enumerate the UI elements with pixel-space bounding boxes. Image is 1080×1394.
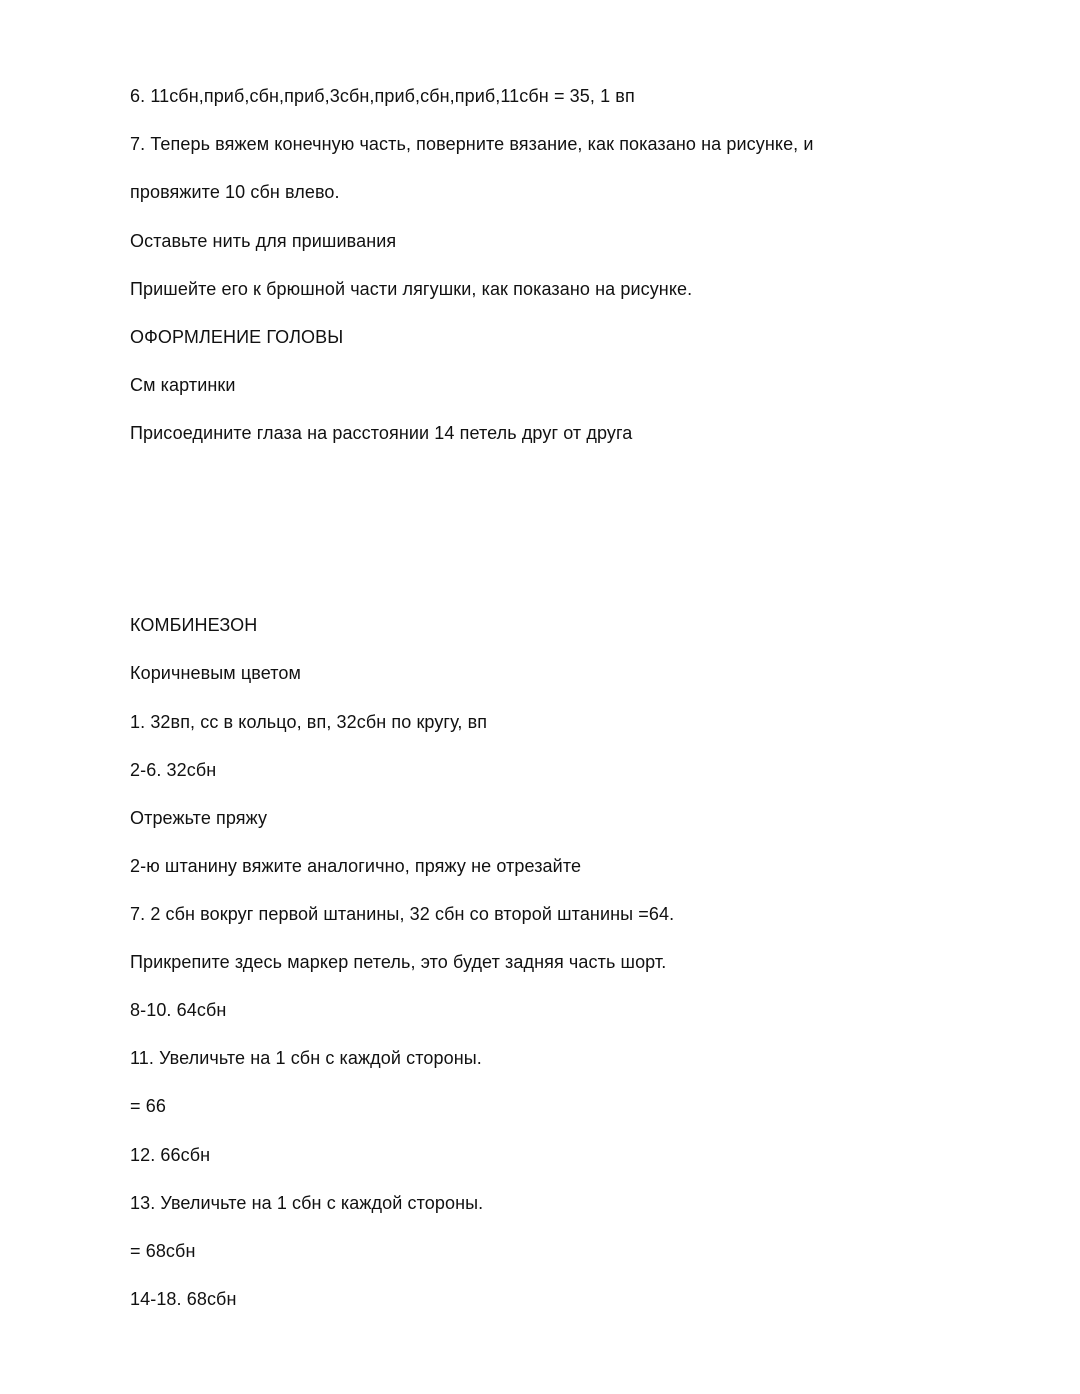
eyes-note-text: Присоедините глаза на расстоянии 14 петель друг от друга (130, 423, 633, 443)
see-pictures-text: См картинки (130, 375, 236, 395)
overalls-row-text: 1. 32вп, сс в кольцо, вп, 32сбн по кругу, вп (130, 712, 488, 732)
leave-thread-text: Оставьте нить для пришивания (130, 231, 397, 251)
row-6-text: 6. 11сбн,приб,сбн,приб,3сбн,приб,сбн,приб,11сбн = 35, 1 вп (130, 86, 635, 106)
overalls-row-text: Отрежьте пряжу (130, 808, 268, 828)
overalls-row-text: 13. Увеличьте на 1 сбн с каждой стороны. (130, 1193, 484, 1213)
overalls-row-text: 12. 66сбн (130, 1145, 211, 1165)
overalls-row-text: = 66 (130, 1096, 166, 1116)
overalls-row-text: 2-ю штанину вяжите аналогично, пряжу не отрезайте (130, 856, 582, 876)
overalls-row-text: 14-18. 68сбн (130, 1289, 237, 1309)
overalls-heading: КОМБИНЕЗОН (130, 615, 258, 635)
overalls-row-text: 7. 2 сбн вокруг первой штанины, 32 сбн со второй штанины =64. (130, 904, 675, 924)
sew-note-text: Пришейте его к брюшной части лягушки, как показано на рисунке. (130, 279, 693, 299)
row-7-text-part2: провяжите 10 сбн влево. (130, 182, 340, 202)
overalls-row-text: Прикрепите здесь маркер петель, это будет задняя часть шорт. (130, 952, 667, 972)
overalls-row-text: 8-10. 64сбн (130, 1000, 227, 1020)
color-note-text: Коричневым цветом (130, 663, 301, 683)
overalls-row-text: 2-6. 32сбн (130, 760, 217, 780)
row-7-text-part1: 7. Теперь вяжем конечную часть, поверните вязание, как показано на рисунке, и (130, 134, 814, 154)
head-heading: ОФОРМЛЕНИЕ ГОЛОВЫ (130, 327, 344, 347)
overalls-row-text: = 68сбн (130, 1241, 196, 1261)
overalls-row-text: 11. Увеличьте на 1 сбн с каждой стороны. (130, 1048, 482, 1068)
